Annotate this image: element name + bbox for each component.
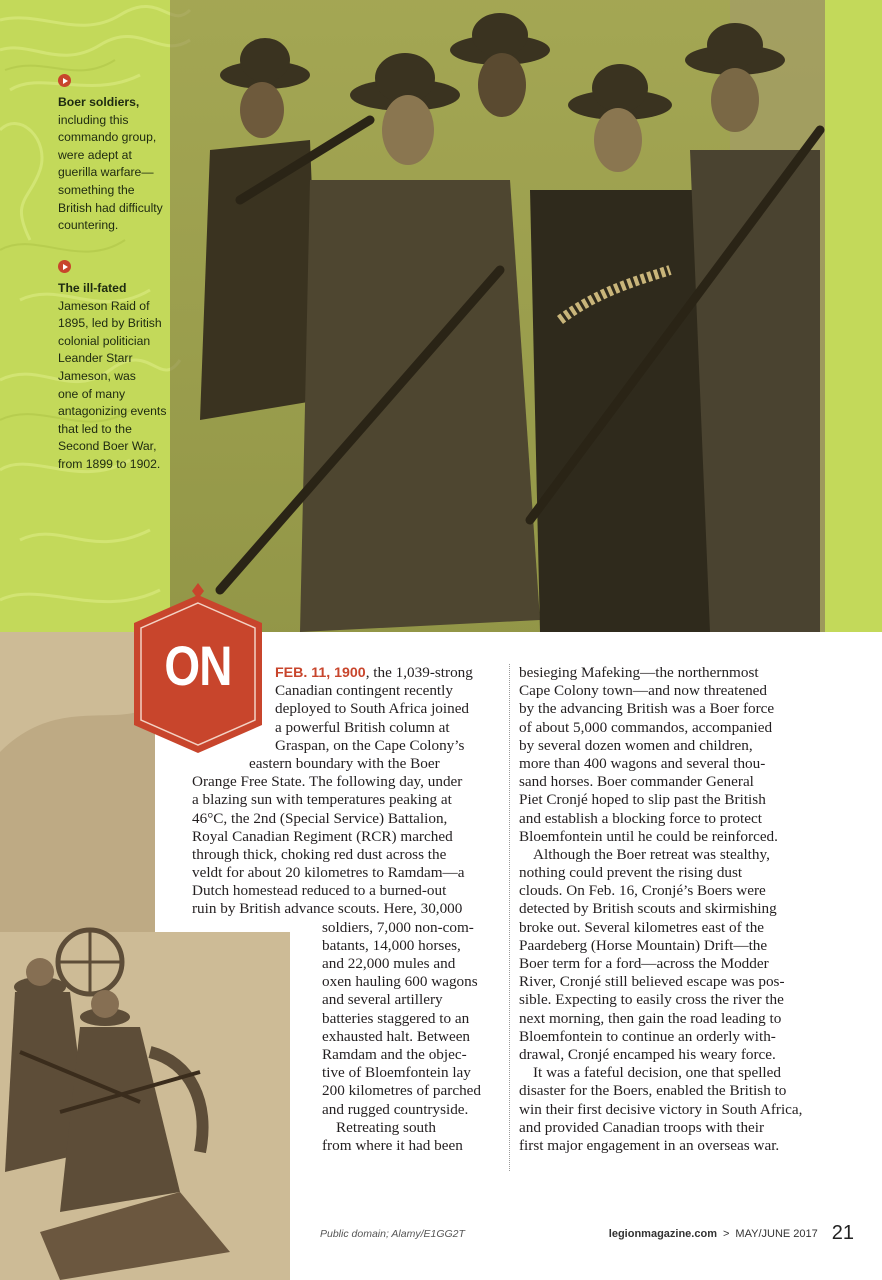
text-line: and provided Canadian troops with their — [519, 1118, 765, 1136]
text-line: broke out. Several kilometres east of the — [519, 918, 765, 936]
issue-date: MAY/JUNE 2017 — [735, 1227, 818, 1240]
article-lead: FEB. 11, 1900 — [275, 665, 366, 681]
text-line: first major engagement in an overseas war. — [519, 1136, 780, 1154]
caption-boer-soldiers — [58, 94, 173, 235]
photo-credit: Public domain; Alamy/E1GG2T — [320, 1228, 465, 1240]
caption-jameson-raid — [58, 280, 173, 474]
text-line: Ramdam and the objec- — [322, 1045, 467, 1063]
caption-line: Second Boer War, — [58, 439, 157, 454]
caption-line: British had difficulty — [58, 200, 163, 215]
text-line: Bloemfontein to continue an orderly with- — [519, 1027, 776, 1045]
text-line: through thick, choking red dust across the — [192, 845, 447, 863]
text-line: veldt for about 20 kilometres to Ramdam—a — [192, 864, 465, 882]
text-line: win their first decisive victory in South Africa, — [519, 1100, 803, 1118]
text-line: by the advancing British was a Boer force — [519, 700, 775, 718]
text-line: 200 kilometres of parched — [322, 1082, 481, 1100]
boer-soldiers-photo — [170, 0, 825, 632]
page-number: 21 — [831, 1222, 854, 1244]
site-url[interactable]: legionmagazine.com — [608, 1227, 717, 1240]
text-line: Although the Boer retreat was stealthy, — [533, 845, 770, 863]
text-line: Dutch homestead reduced to a burned-out — [192, 882, 447, 900]
text-line: by several dozen women and children, — [519, 736, 753, 754]
drop-word: ON — [164, 634, 232, 697]
top-photo-band — [0, 0, 882, 632]
text-line: a blazing sun with temperatures peaking at — [192, 791, 452, 809]
caption-arrow-icon — [58, 74, 71, 87]
caption-line: antagonizing events — [58, 404, 167, 419]
text-line: detected by British scouts and skirmishing — [519, 900, 777, 918]
text-line: Orange Free State. The following day, under — [192, 773, 463, 791]
text-line: drawal, Cronjé encamped his weary force. — [519, 1045, 776, 1063]
article-column-1 — [192, 664, 481, 1155]
text-line: Boer term for a ford—across the Modder — [519, 955, 769, 972]
caption-arrow-icon — [58, 260, 71, 273]
caption-line: Leander Starr — [58, 351, 133, 366]
page-folio — [609, 1222, 854, 1245]
text-line: Royal Canadian Regiment (RCR) marched — [192, 827, 453, 845]
caption-line: that led to the — [58, 421, 132, 436]
text-line: besieging Mafeking—the northernmost — [519, 664, 759, 681]
text-line: eastern boundary with the Boer — [249, 754, 440, 772]
text-line: Graspan, on the Cape Colony’s — [275, 736, 465, 754]
text-line: deployed to South Africa joined — [275, 700, 470, 718]
text-line: and establish a blocking force to protect — [519, 809, 762, 827]
text-line: next morning, then gain the road leading to — [519, 1009, 782, 1027]
caption-line: were adept at — [58, 147, 132, 162]
text-line: and rugged countryside. — [322, 1100, 469, 1118]
caption-line: countering. — [58, 218, 119, 233]
caption-line: including this — [58, 112, 129, 127]
caption-line: one of many — [58, 386, 126, 401]
text-line: Cape Colony town—and now threatened — [519, 682, 768, 700]
text-line: clouds. On Feb. 16, Cronjé’s Boers were — [519, 882, 766, 900]
caption-line: Boer soldiers, — [58, 95, 140, 109]
text-line: of about 5,000 commandos, accompanied — [519, 718, 773, 736]
caption-line: guerilla warfare— — [58, 165, 154, 180]
caption-line: Jameson Raid of — [58, 298, 150, 313]
text-line: a powerful British column at — [275, 718, 450, 736]
article-column-2 — [519, 664, 802, 1155]
text-line: 46°C, the 2nd (Special Service) Battalion, — [192, 809, 448, 827]
text-line: exhausted halt. Between — [322, 1027, 471, 1045]
text-line: from where it had been — [322, 1136, 463, 1154]
text-line: Piet Cronjé hoped to slip past the British — [519, 791, 766, 809]
text-line: Bloemfontein until he could be reinforced. — [519, 827, 778, 845]
caption-line: commando group, — [58, 130, 157, 145]
text-line: , the 1,039-strong — [365, 664, 473, 681]
caption-line: from 1899 to 1902. — [58, 456, 161, 471]
text-line: nothing could prevent the rising dust — [519, 864, 743, 882]
caption-line: 1895, led by British — [58, 316, 162, 331]
text-line: batants, 14,000 horses, — [322, 936, 461, 954]
folio-separator: > — [722, 1227, 730, 1240]
text-line: Retreating south — [336, 1118, 436, 1136]
text-line: disaster for the Boers, enabled the British to — [519, 1082, 787, 1100]
text-line: batteries staggered to an — [322, 1009, 470, 1027]
text-line: oxen hauling 600 wagons — [322, 973, 478, 991]
text-line: tive of Bloemfontein lay — [322, 1064, 471, 1082]
text-line: It was a fateful decision, one that spelled — [533, 1064, 781, 1082]
text-line: sible. Expecting to easily cross the river the — [519, 991, 784, 1009]
text-line: and several artillery — [322, 991, 443, 1009]
text-line: River, Cronjé still believed escape was pos- — [519, 973, 785, 991]
text-line: more than 400 wagons and several thou- — [519, 754, 766, 772]
text-line: Paardeberg (Horse Mountain) Drift—the — [519, 936, 768, 954]
text-line: Canadian contingent recently — [275, 682, 453, 700]
text-line: ruin by British advance scouts. Here, 30,000 — [192, 900, 463, 918]
caption-line: colonial politician — [58, 333, 151, 348]
text-line: sand horses. Boer commander General — [519, 773, 754, 791]
text-line: and 22,000 mules and — [322, 955, 456, 972]
caption-line: Jameson, was — [58, 368, 136, 383]
text-line: soldiers, 7,000 non-com- — [322, 918, 474, 936]
column-divider — [509, 664, 510, 1171]
caption-line: something the — [58, 182, 135, 197]
caption-line: The ill-fated — [58, 281, 127, 295]
